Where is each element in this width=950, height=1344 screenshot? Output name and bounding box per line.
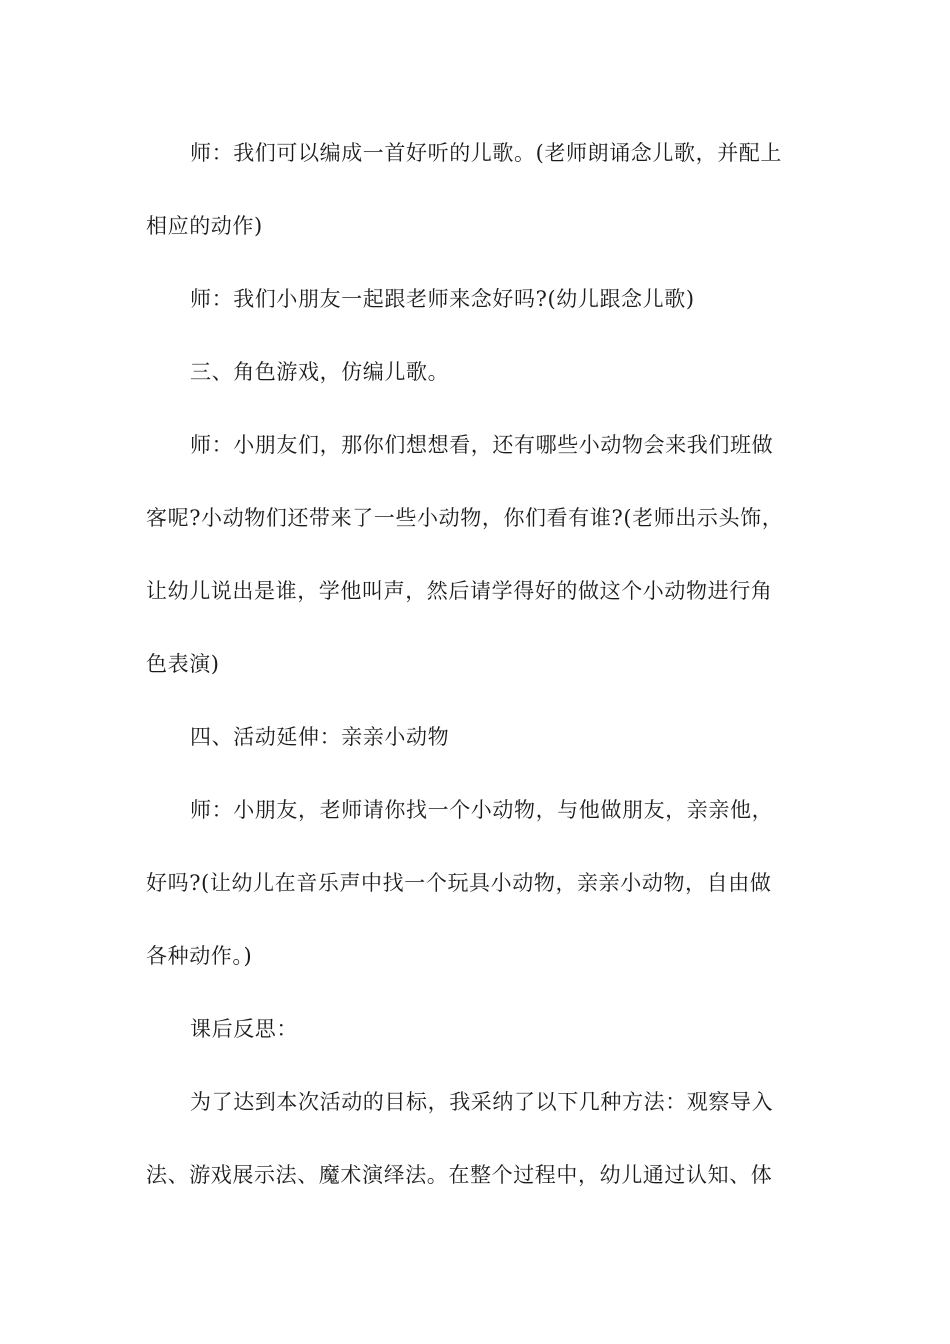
text-line: 相应的动作) — [146, 214, 263, 238]
text-line: 客呢?小动物们还带来了一些小动物，你们看有谁?(老师出示头饰， — [146, 506, 784, 530]
text-line: 让幼儿说出是谁，学他叫声，然后请学得好的做这个小动物进行角 — [146, 579, 773, 603]
section-heading: 三、角色游戏，仿编儿歌。 — [190, 360, 450, 384]
text-line: 色表演) — [146, 652, 220, 676]
text-line: 师：小朋友，老师请你找一个小动物，与他做朋友，亲亲他， — [190, 798, 774, 822]
section-heading: 四、活动延伸：亲亲小动物 — [190, 725, 450, 749]
text-line: 法、游戏展示法、魔术演绎法。在整个过程中，幼儿通过认知、体 — [146, 1163, 773, 1187]
section-heading: 课后反思： — [190, 1017, 298, 1041]
text-line: 好吗?(让幼儿在音乐声中找一个玩具小动物，亲亲小动物，自由做 — [146, 871, 772, 895]
text-line: 师：我们可以编成一首好听的儿歌。(老师朗诵念儿歌，并配上 — [190, 141, 782, 165]
text-line: 各种动作。) — [146, 944, 253, 968]
text-line: 师：小朋友们，那你们想想看，还有哪些小动物会来我们班做 — [190, 433, 774, 457]
text-line: 为了达到本次活动的目标，我采纳了以下几种方法：观察导入 — [190, 1090, 774, 1114]
text-line: 师：我们小朋友一起跟老师来念好吗?(幼儿跟念儿歌) — [190, 287, 695, 311]
